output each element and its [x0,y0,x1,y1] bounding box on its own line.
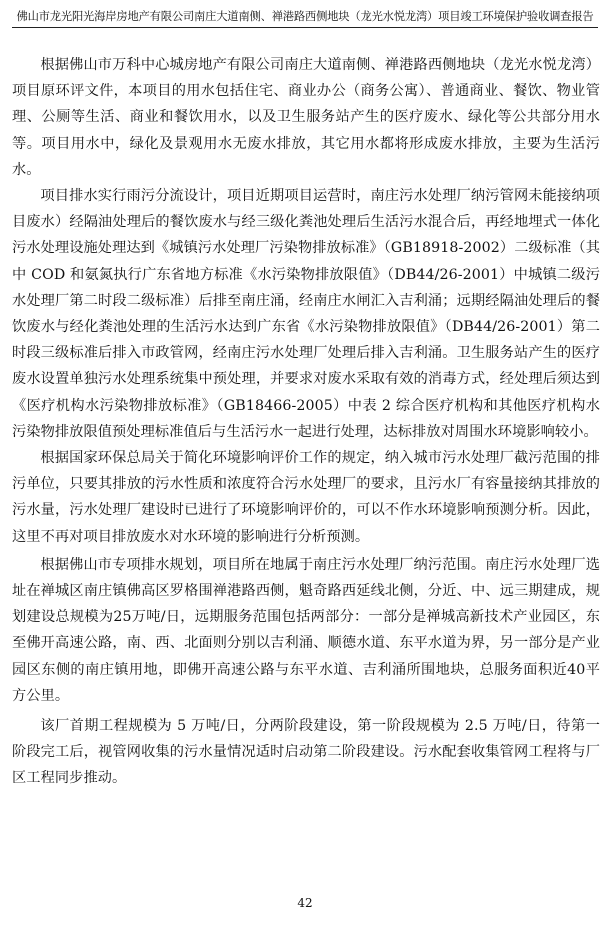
paragraph-drainage-design: 项目排水实行雨污分流设计，项目近期项目运营时，南庄污水处理厂纳污管网未能接纳项目废水）经隔油处理后的餐饮废水与经三级化粪池处理后生活污水混合后，再经地埋式一体化污水处理设施处理达到《城镇污水处理厂污染物排放标准》（GB18918-2002）二级标准（其中 COD 和氨氮执行广东省地方标准《水污染物排放限值》（DB44/26-2001）中城镇二级污水处理厂第二时段二级标准）后排至南庄涌，经南庄水闸汇入吉利涌；远期经隔油处理后的餐饮废水与经化粪池处理的生活污水达到广东省《水污染物排放限值》（DB44/26-2001）第二时段三级标准后排入市政管网，经南庄污水处理厂处理后排入吉利涌。卫生服务站产生的医疗废水设置单独污水处理系统集中预处理，并要求对废水采取有效的消毒方式，经处理后须达到《医疗机构水污染物排放标准》（GB18466-2005）中表 2 综合医疗机构和其他医疗机构水污染物排放限值预处理标准值后与生活污水一起进行处理，达标排放对周围水环境影响较小。 [12,188,600,440]
paragraph-phase-construction: 该厂首期工程规模为 5 万吨/日，分两阶段建设，第一阶段规模为 2.5 万吨/日，待第一阶段完工后，视管网收集的污水量情况适时启动第二阶段建设。污水配套收集管网工程将与厂区工程同步推动。 [12,718,600,787]
paragraph-simplified-assessment: 根据国家环保总局关于简化环境影响评价工作的规定，纳入城市污水处理厂截污范围的排污单位，只要其排放的污水性质和浓度符合污水处理厂的要求，且污水厂有容量接纳其排放的污水量，污水处理厂建设时已进行了环境影响评价的，可以不作水环境影响预测分析。因此，这里不再对项目排放废水对水环境的影响进行分析预测。 [12,450,600,545]
page-number: 42 [297,896,313,910]
paragraph-nanzhuang-plant: 根据佛山市专项排水规划，项目所在地属于南庄污水处理厂纳污范围。南庄污水处理厂选址在禅城区南庄镇佛高区罗格围禅港路西侧，魁奇路西延线北侧，分近、中、远三期建成，规划建设总规模为25万吨/日，远期服务范围包括两部分：一部分是禅城高新技术产业园区，东至佛开高速公路，南、西、北面则分别以吉利涌、顺德水道、东平水道为界，另一部分是产业园区东侧的南庄镇用地，即佛开高速公路与东平水道、吉利涌所围地块，总服务面积近40平方公里。 [12,556,600,704]
document-body [12,52,600,792]
page-header: 佛山市龙光阳光海岸房地产有限公司南庄大道南侧、禅港路西侧地块（龙光水悦龙湾）项目竣工环境保护验收调查报告 [12,8,598,28]
paragraph-water-use: 根据佛山市万科中心城房地产有限公司南庄大道南侧、禅港路西侧地块（龙光水悦龙湾）项目原环评文件，本项目的用水包括住宅、商业办公（商务公寓）、普通商业、餐饮、物业管理、公厕等生活、商业和餐饮用水，以及卫生服务站产生的医疗废水、绿化等公共部分用水等。项目用水中，绿化及景观用水无废水排放，其它用水都将形成废水排放，主要为生活污水。 [12,57,600,178]
